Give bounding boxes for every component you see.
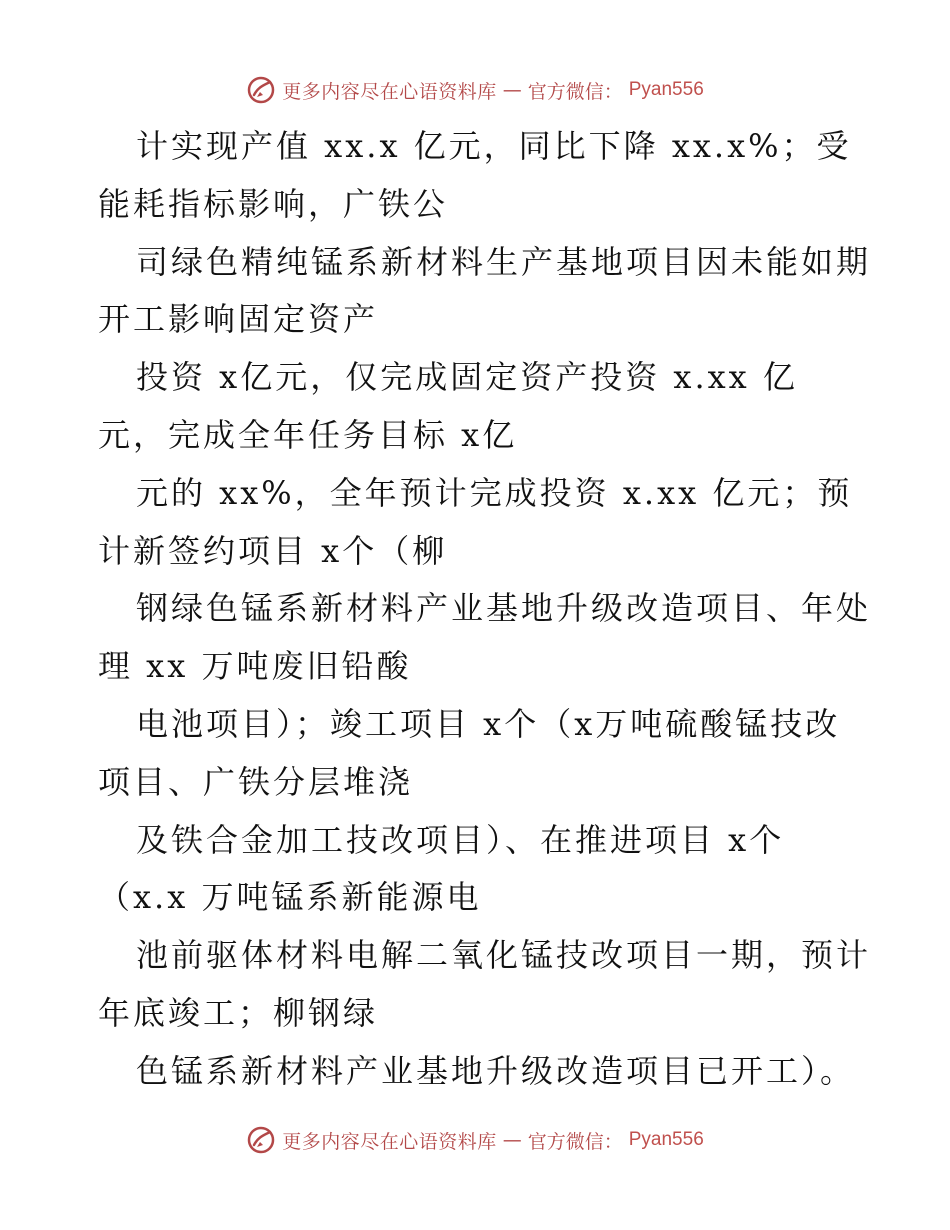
watermark-sub: 官方微信：	[527, 80, 623, 103]
watermark-sub: 官方微信：	[527, 1130, 623, 1153]
text-line: 计实现产值 xx.x 亿元，同比下降 xx.x%；受	[136, 127, 852, 165]
text-line: 年底竣工；柳钢绿	[98, 993, 379, 1032]
logo-icon	[246, 1125, 276, 1155]
text-line: （x.x 万吨锰系新能源电	[98, 878, 482, 917]
text-line: 项目、广铁分层堆浇	[98, 762, 414, 801]
logo-icon	[246, 75, 276, 105]
header-watermark	[0, 70, 950, 110]
text-line: 钢绿色锰系新材料产业基地升级改造项目、年处	[136, 589, 872, 628]
text-line: 能耗指标影响，广铁公	[98, 184, 449, 223]
text-line: 元的 xx%，全年预计完成投资 x.xx 亿元；预	[136, 473, 853, 512]
watermark-text: 更多内容尽在心语资料库	[282, 80, 497, 103]
watermark-text: 更多内容尽在心语资料库	[282, 1130, 497, 1153]
text-line: 及铁合金加工技改项目）、在推进项目 x个	[136, 820, 785, 859]
text-line: 元，完成全年任务目标 x亿	[98, 415, 518, 454]
text-line: 理 xx 万吨废旧铅酸	[98, 647, 412, 686]
watermark-dash: —	[502, 1129, 522, 1151]
watermark-dash: —	[502, 79, 522, 101]
text-line: 色锰系新材料产业基地升级改造项目已开工）。	[136, 1051, 856, 1090]
text-line: 池前驱体材料电解二氧化锰技改项目一期，预计	[136, 936, 872, 975]
footer-watermark	[0, 1120, 950, 1160]
watermark-id: Pyan556	[628, 79, 704, 100]
text-line: 电池项目）；竣工项目 x个（x万吨硫酸锰技改	[136, 704, 841, 743]
text-line: 开工影响固定资产	[98, 300, 379, 339]
text-line: 司绿色精纯锰系新材料生产基地项目因未能如期	[136, 242, 872, 281]
text-line: 计新签约项目 x个（柳	[98, 531, 448, 570]
document-body	[98, 118, 872, 1101]
watermark-id: Pyan556	[628, 1129, 704, 1150]
text-line: 投资 x亿元，仅完成固定资产投资 x.xx 亿	[136, 358, 798, 397]
